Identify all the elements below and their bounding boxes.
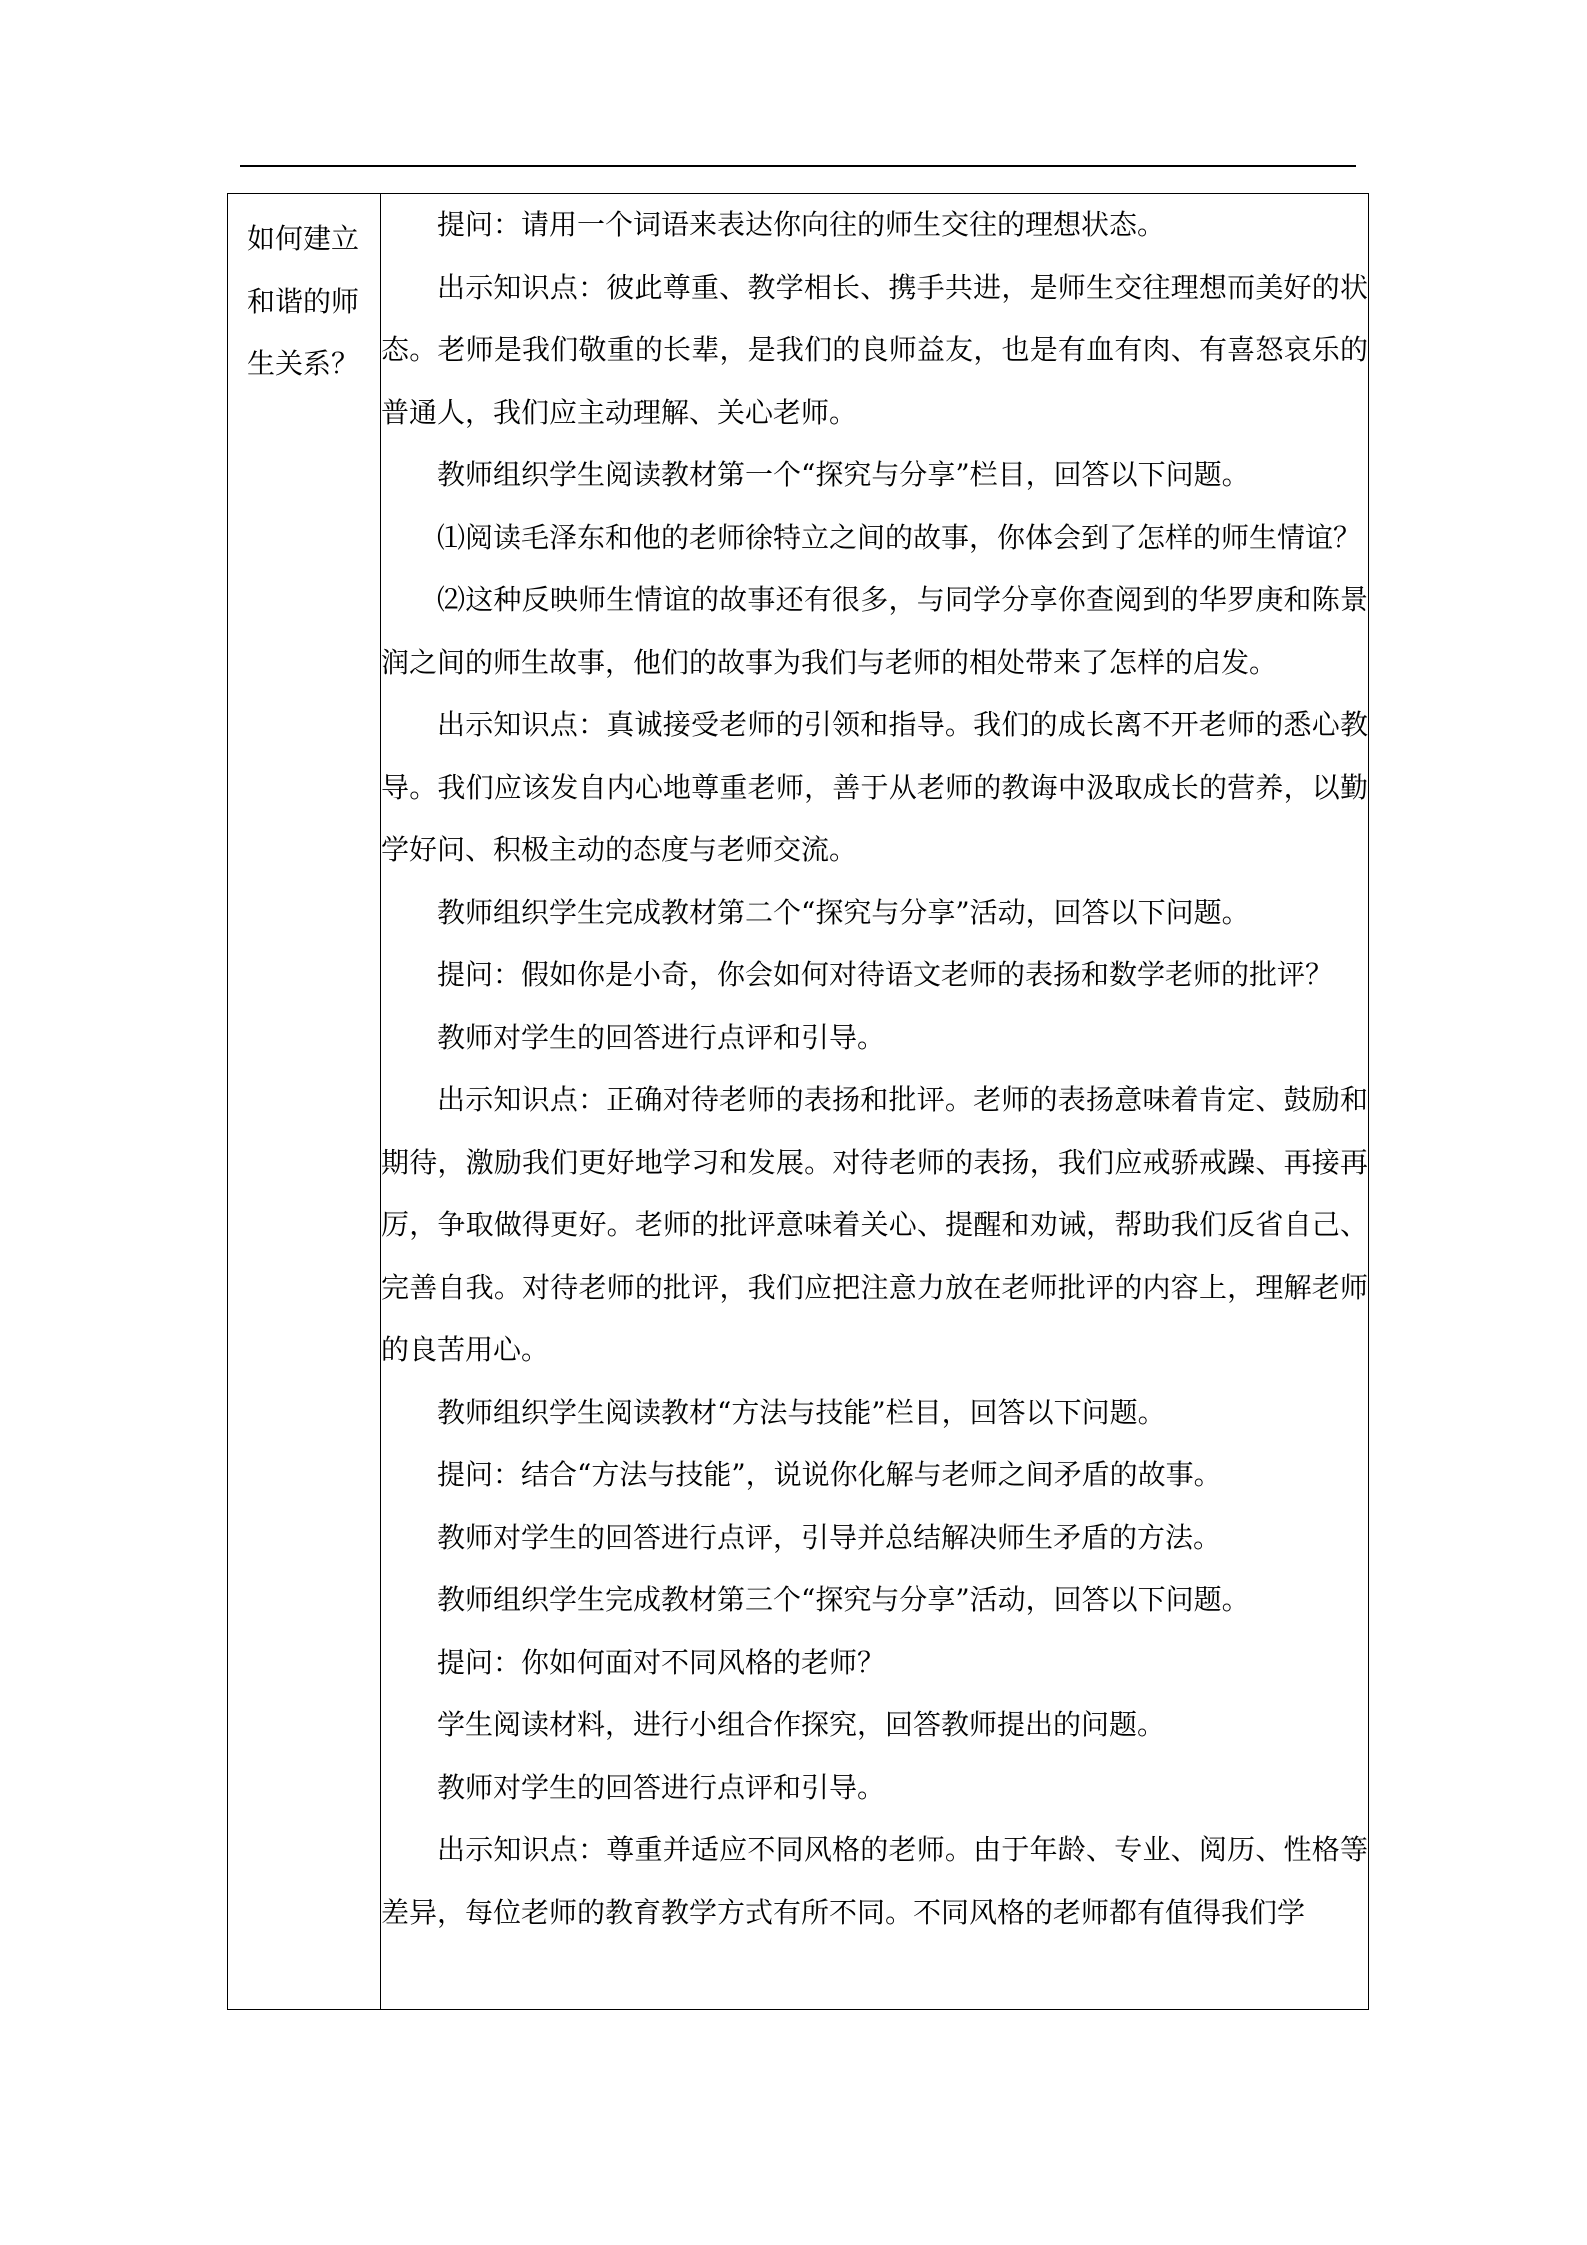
content-paragraph: 提问：你如何面对不同风格的老师？	[437, 1645, 886, 1679]
topic-label: 如何建立和谐的师生关系？	[247, 222, 360, 380]
content-paragraph: 教师组织学生完成教材第三个“探究与分享”活动，回答以下问题。	[437, 1583, 1250, 1616]
topic-cell	[228, 194, 381, 2010]
content-paragraph: 出示知识点：真诚接受老师的引领和指导。我们的成长离不开老师的悉心教导。我们应该发自内心地尊重老师，善于从老师的教诲中汲取成长的营养，以勤学好问、积极主动的态度与老师交流。	[381, 708, 1368, 866]
content-paragraph: ⑵这种反映师生情谊的故事还有很多，与同学分享你查阅到的华罗庚和陈景润之间的师生故事，他们的故事为我们与老师的相处带来了怎样的启发。	[381, 583, 1368, 679]
content-paragraph: 教师对学生的回答进行点评和引导。	[437, 1770, 886, 1804]
content-cell	[381, 194, 1369, 2010]
content-paragraph: 教师组织学生阅读教材第一个“探究与分享”栏目，回答以下问题。	[437, 458, 1250, 491]
table-row	[228, 194, 1369, 2010]
header-rule	[240, 165, 1356, 167]
content-paragraph: 出示知识点：尊重并适应不同风格的老师。由于年龄、专业、阅历、性格等差异，每位老师的教育教学方式有所不同。不同风格的老师都有值得我们学	[381, 1833, 1368, 1929]
content-paragraph: 教师组织学生阅读教材“方法与技能”栏目，回答以下问题。	[437, 1395, 1166, 1429]
content-paragraph: 学生阅读材料，进行小组合作探究，回答教师提出的问题。	[437, 1708, 1166, 1741]
content-paragraph: 提问：请用一个词语来表达你向往的师生交往的理想状态。	[437, 208, 1166, 241]
content-paragraph: 教师组织学生完成教材第二个“探究与分享”活动，回答以下问题。	[437, 895, 1250, 929]
content-paragraph: 教师对学生的回答进行点评，引导并总结解决师生矛盾的方法。	[437, 1520, 1222, 1554]
content-paragraph: ⑴阅读毛泽东和他的老师徐特立之间的故事，你体会到了怎样的师生情谊？	[437, 520, 1362, 554]
content-paragraph: 提问：假如你是小奇，你会如何对待语文老师的表扬和数学老师的批评？	[437, 958, 1334, 991]
content-paragraph: 出示知识点：彼此尊重、教学相长、携手共进，是师生交往理想而美好的状态。老师是我们敬重的长辈，是我们的良师益友，也是有血有肉、有喜怒哀乐的普通人，我们应主动理解、关心老师。	[381, 270, 1368, 429]
content-paragraph: 提问：结合“方法与技能”，说说你化解与老师之间矛盾的故事。	[437, 1458, 1222, 1491]
content-paragraph: 出示知识点：正确对待老师的表扬和批评。老师的表扬意味着肯定、鼓励和期待，激励我们更好地学习和发展。对待老师的表扬，我们应戒骄戒躁、再接再厉，争取做得更好。老师的批评意味着关心、提醒和劝诫，帮助我们反省自己、完善自我。对待老师的批评，我们应把注意力放在老师批评的内容上，理解老师的良苦用心。	[381, 1083, 1368, 1366]
lesson-table	[227, 193, 1369, 2010]
content-paragraph: 教师对学生的回答进行点评和引导。	[437, 1020, 886, 1054]
